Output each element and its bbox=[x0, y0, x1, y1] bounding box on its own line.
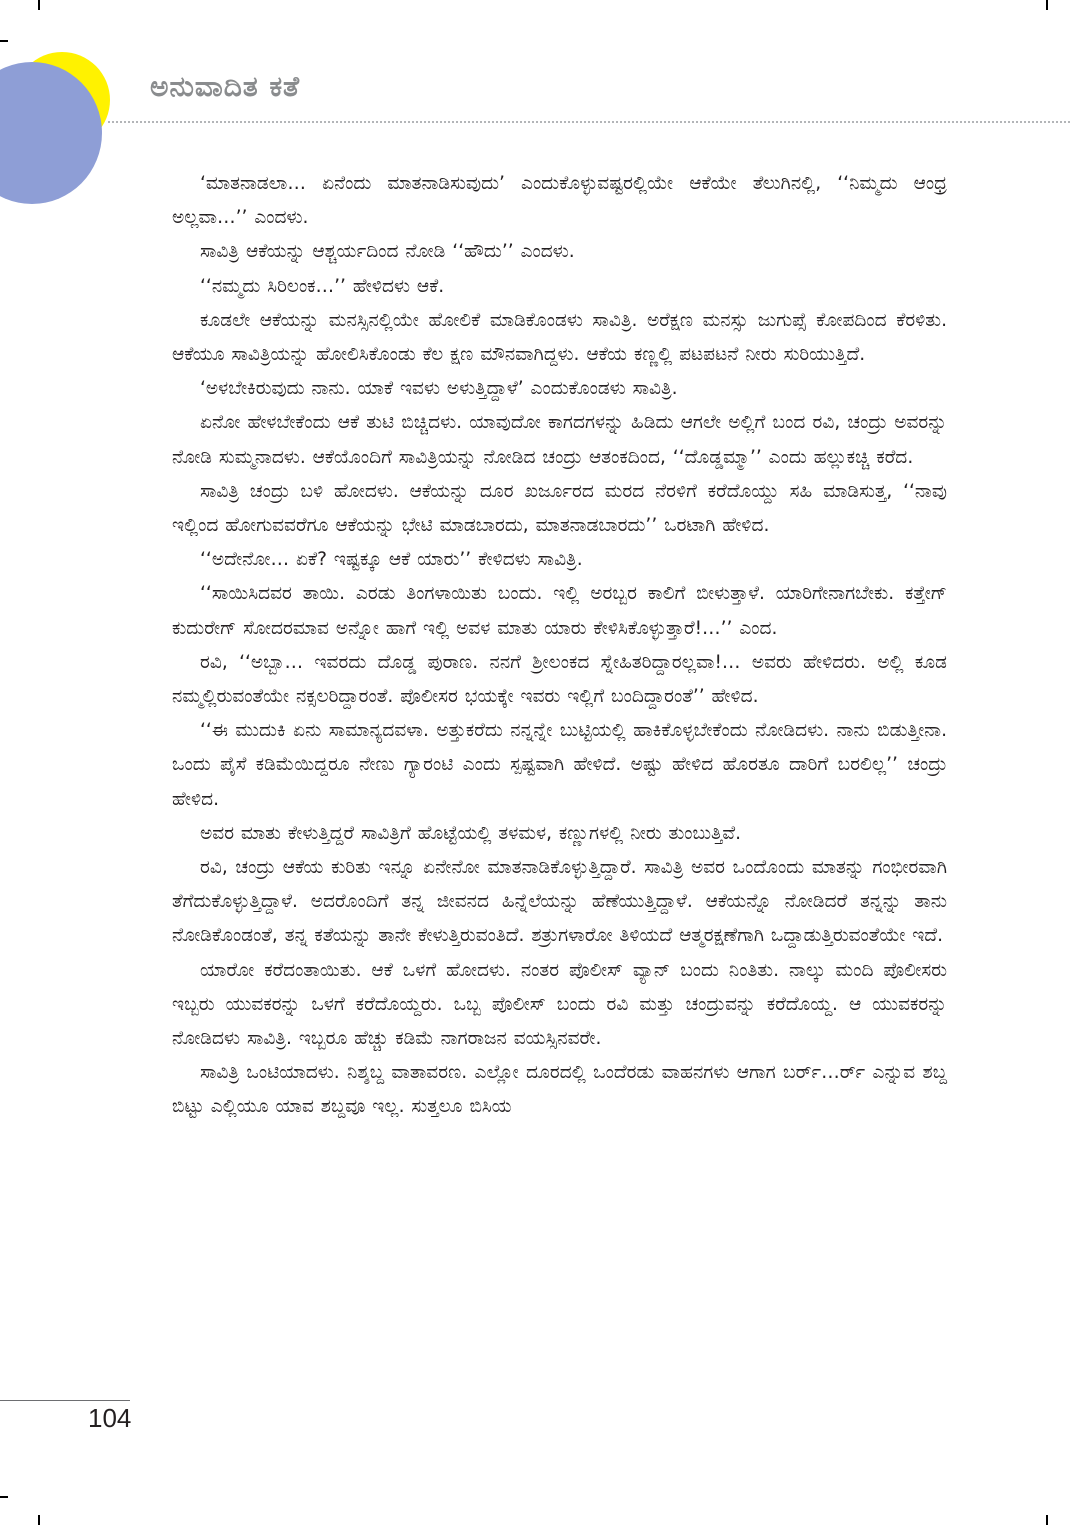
paragraph: ಸಾವಿತ್ರಿ ಚಂದ್ರು ಬಳಿ ಹೋದಳು. ಆಕೆಯನ್ನು ದೂರ ಖರ್ಜೂರದ ಮರದ ನೆರಳಿಗೆ ಕರೆದೊಯ್ದು ಸಹಿ ಮಾಡಿಸುತ್ತ, ‘‘ನಾವು ಇಲ್ಲಿಂದ ಹೋಗುವವರೆಗೂ ಆಕೆಯನ್ನು ಭೇಟಿ ಮಾಡಬಾರದು, ಮಾತನಾಡಬಾರದು’’ ಒರಟಾಗಿ ಹೇಳಿದ. bbox=[172, 480, 947, 537]
crop-mark-top-right bbox=[1046, 0, 1048, 10]
paragraph: ‘‘ಅದೇನೋ… ಏಕೆ? ಇಷ್ಟಕ್ಕೂ ಆಕೆ ಯಾರು’’ ಕೇಳಿದಳು ಸಾವಿತ್ರಿ. bbox=[200, 549, 583, 571]
paragraph: ಅವರ ಮಾತು ಕೇಳುತ್ತಿದ್ದರೆ ಸಾವಿತ್ರಿಗೆ ಹೊಟ್ಟೆಯಲ್ಲಿ ತಳಮಳ, ಕಣ್ಣುಗಳಲ್ಲಿ ನೀರು ತುಂಬುತ್ತಿವೆ. bbox=[200, 822, 742, 844]
paragraph: ‘‘ನಮ್ಮದು ಸಿರಿಲಂಕ…’’ ಹೇಳಿದಳು ಆಕೆ. bbox=[200, 275, 445, 297]
paragraph: ರವಿ, ಚಂದ್ರು ಆಕೆಯ ಕುರಿತು ಇನ್ನೂ ಏನೇನೋ ಮಾತನಾಡಿಕೊಳ್ಳುತ್ತಿದ್ದಾರೆ. ಸಾವಿತ್ರಿ ಅವರ ಒಂದೊಂದು ಮಾತನ್ನು ಗಂಭೀರವಾಗಿ ತೆಗೆದುಕೊಳ್ಳುತ್ತಿದ್ದಾಳೆ. ಅದರೊಂದಿಗೆ ತನ್ನ ಜೀವನದ ಹಿನ್ನೆಲೆಯನ್ನು ಹೆಣೆಯುತ್ತಿದ್ದಾಳೆ. ಆಕೆಯನ್ನೊ ನೋಡಿದರೆ ತನ್ನನ್ನು ತಾನು ನೋಡಿಕೊಂಡಂತೆ, ತನ್ನ ಕತೆಯನ್ನು ತಾನೇ ಕೇಳುತ್ತಿರುವಂತಿದೆ. ಶತ್ರುಗಳಾರೋ ತಿಳಿಯದೆ ಆತ್ಮರಕ್ಷಣೆಗಾಗಿ ಒದ್ದಾಡುತ್ತಿರುವಂತೆಯೇ ಇದೆ. bbox=[172, 857, 947, 947]
crop-mark-top-left bbox=[38, 0, 40, 10]
paragraph: ಏನೋ ಹೇಳಬೇಕೆಂದು ಆಕೆ ತುಟಿ ಬಿಚ್ಚಿದಳು. ಯಾವುದೋ ಕಾಗದಗಳನ್ನು ಹಿಡಿದು ಆಗಲೇ ಅಲ್ಲಿಗೆ ಬಂದ ರವಿ, ಚಂದ್ರು ಅವರನ್ನು ನೋಡಿ ಸುಮ್ಮನಾದಳು. ಆಕೆಯೊಂದಿಗೆ ಸಾವಿತ್ರಿಯನ್ನು ನೋಡಿದ ಚಂದ್ರು ಆತಂಕದಿಂದ, ‘‘ದೊಡ್ಡಮ್ಮಾ’’ ಎಂದು ಹಲ್ಲುಕಚ್ಚಿ ಕರೆದ. bbox=[172, 412, 947, 468]
paragraph: ‘ಮಾತನಾಡಲಾ… ಏನೆಂದು ಮಾತನಾಡಿಸುವುದು’ ಎಂದುಕೊಳ್ಳುವಷ್ಟರಲ್ಲಿಯೇ ಆಕೆಯೇ ತೆಲುಗಿನಲ್ಲಿ, ‘‘ನಿಮ್ಮದು ಆಂಧ್ರ ಅಲ್ಲವಾ…’’ ಎಂದಳು. bbox=[172, 173, 947, 229]
paragraph: ‘‘ಸಾಯಿಸಿದವರ ತಾಯಿ. ಎರಡು ತಿಂಗಳಾಯಿತು ಬಂದು. ಇಲ್ಲಿ ಅರಬ್ಬರ ಕಾಲಿಗೆ ಬೀಳುತ್ತಾಳೆ. ಯಾರಿಗೇನಾಗಬೇಕು. ಕತ್ತೇಗ್ ಕುದುರೇಗ್ ಸೋದರಮಾವ ಅನ್ನೋ ಹಾಗೆ ಇಲ್ಲಿ ಅವಳ ಮಾತು ಯಾರು ಕೇಳಿಸಿಕೊಳ್ಳುತ್ತಾರೆ!…’’ ಎಂದ. bbox=[172, 583, 947, 639]
crop-mark-left-top bbox=[0, 40, 8, 42]
paragraph: ‘‘ಈ ಮುದುಕಿ ಏನು ಸಾಮಾನ್ಯದವಳಾ. ಅತ್ತುಕರೆದು ನನ್ನನ್ನೇ ಬುಟ್ಟಿಯಲ್ಲಿ ಹಾಕಿಕೊಳ್ಳಬೇಕೆಂದು ನೋಡಿದಳು. ನಾನು ಬಿಡುತ್ತೀನಾ. ಒಂದು ಪೈಸೆ ಕಡಿಮೆಯಿದ್ದರೂ ನೇಣು ಗ್ಯಾರಂಟಿ ಎಂದು ಸ್ಪಷ್ಟವಾಗಿ ಹೇಳಿದೆ. ಅಷ್ಟು ಹೇಳಿದ ಹೊರತೂ ದಾರಿಗೆ ಬರಲಿಲ್ಲ’’ ಚಂದ್ರು ಹೇಳಿದ. bbox=[172, 720, 947, 810]
crop-mark-left-bottom bbox=[0, 1496, 8, 1498]
page-number-rule bbox=[0, 1400, 130, 1401]
crop-mark-bottom-left bbox=[38, 1515, 40, 1525]
page-number: 104 bbox=[88, 1403, 132, 1433]
paragraph: ಸಾವಿತ್ರಿ ಒಂಟಿಯಾದಳು. ನಿಶ್ಶಬ್ದ ವಾತಾವರಣ. ಎಲ್ಲೋ ದೂರದಲ್ಲಿ ಒಂದೆರಡು ವಾಹನಗಳು ಆಗಾಗ ಬರ್ರ್…ರ್ರ್ ಎನ್ನುವ ಶಬ್ದ ಬಿಟ್ಟು ಎಲ್ಲಿಯೂ ಯಾವ ಶಬ್ದವೂ ಇಲ್ಲ. ಸುತ್ತಲೂ ಬಿಸಿಯ bbox=[172, 1062, 947, 1118]
paragraph: ಸಾವಿತ್ರಿ ಆಕೆಯನ್ನು ಆಶ್ಚರ್ಯದಿಂದ ನೋಡಿ ‘‘ಹೌದು’’ ಎಂದಳು. bbox=[200, 241, 575, 263]
crop-mark-bottom-right bbox=[1046, 1515, 1048, 1525]
story-body bbox=[172, 167, 947, 1125]
paragraph: ಕೂಡಲೇ ಆಕೆಯನ್ನು ಮನಸ್ಸಿನಲ್ಲಿಯೇ ಹೋಲಿಕೆ ಮಾಡಿಕೊಂಡಳು ಸಾವಿತ್ರಿ. ಅರೆಕ್ಷಣ ಮನಸ್ಸು ಜುಗುಪ್ಸೆ ಕೋಪದಿಂದ ಕೆರಳಿತು. ಆಕೆಯೂ ಸಾವಿತ್ರಿಯನ್ನು ಹೋಲಿಸಿಕೊಂಡು ಕೆಲ ಕ್ಷಣ ಮೌನವಾಗಿದ್ದಳು. ಆಕೆಯ ಕಣ್ಣಲ್ಲಿ ಪಟಪಟನೆ ನೀರು ಸುರಿಯುತ್ತಿದೆ. bbox=[172, 309, 947, 366]
paragraph: ‘ಅಳಬೇಕಿರುವುದು ನಾನು. ಯಾಕೆ ಇವಳು ಅಳುತ್ತಿದ್ದಾಳೆ’ ಎಂದುಕೊಂಡಳು ಸಾವಿತ್ರಿ. bbox=[200, 378, 678, 400]
header-dotted-rule bbox=[108, 121, 1070, 123]
paragraph: ರವಿ, ‘‘ಅಬ್ಬಾ… ಇವರದು ದೊಡ್ಡ ಪುರಾಣ. ನನಗೆ ಶ್ರೀಲಂಕದ ಸ್ನೇಹಿತರಿದ್ದಾರಲ್ಲವಾ!… ಅವರು ಹೇಳಿದರು. ಅಲ್ಲಿ ಕೂಡ ನಮ್ಮಲ್ಲಿರುವಂತೆಯೇ ನಕ್ಸಲರಿದ್ದಾರಂತೆ. ಪೊಲೀಸರ ಭಯಕ್ಕೇ ಇವರು ಇಲ್ಲಿಗೆ ಬಂದಿದ್ದಾರಂತೆ’’ ಹೇಳಿದ. bbox=[172, 651, 947, 708]
section-title: ಅನುವಾದಿತ ಕತೆ bbox=[150, 70, 301, 103]
paragraph: ಯಾರೋ ಕರೆದಂತಾಯಿತು. ಆಕೆ ಒಳಗೆ ಹೋದಳು. ನಂತರ ಪೊಲೀಸ್ ವ್ಯಾನ್ ಬಂದು ನಿಂತಿತು. ನಾಲ್ಕು ಮಂದಿ ಪೊಲೀಸರು ಇಬ್ಬರು ಯುವಕರನ್ನು ಒಳಗೆ ಕರೆದೊಯ್ದರು. ಒಬ್ಬ ಪೊಲೀಸ್ ಬಂದು ರವಿ ಮತ್ತು ಚಂದ್ರುವನ್ನು ಕರೆದೊಯ್ದ. ಆ ಯುವಕರನ್ನು ನೋಡಿದಳು ಸಾವಿತ್ರಿ. ಇಬ್ಬರೂ ಹೆಚ್ಚು ಕಡಿಮೆ ನಾಗರಾಜನ ವಯಸ್ಸಿನವರೇ. bbox=[172, 959, 947, 1050]
